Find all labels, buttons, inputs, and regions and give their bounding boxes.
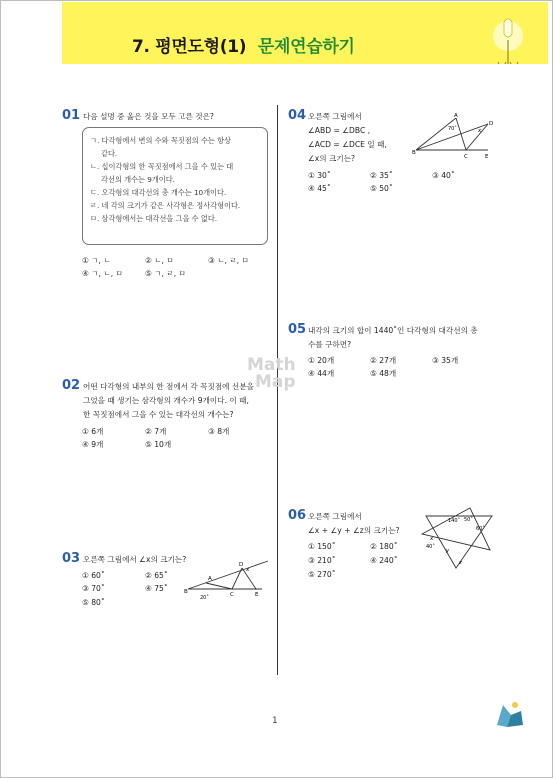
statement-line: ㄹ. 네 각의 크기가 같은 사각형은 정사각형이다. bbox=[90, 201, 241, 210]
question-text: 그었을 때 생기는 삼각형의 개수가 9개이다. 이 때, bbox=[83, 396, 249, 405]
figure-label: 70˚ bbox=[448, 126, 457, 132]
chapter-subtitle: 문제연습하기 bbox=[257, 37, 355, 57]
question-number: 04 bbox=[288, 108, 307, 123]
answer-option[interactable]: ③ 8개 bbox=[208, 427, 230, 436]
statement-line: ㄱ. 다각형에서 변의 수와 꼭짓점의 수는 항상 bbox=[90, 136, 231, 145]
answer-option[interactable]: ④ 45˚ bbox=[308, 184, 331, 193]
answer-option[interactable]: ⑤ 10개 bbox=[145, 440, 172, 449]
figure-label: A bbox=[208, 576, 212, 582]
figure-label: C bbox=[230, 592, 234, 598]
statement-line: 각선의 개수는 9개이다. bbox=[101, 175, 175, 184]
statement-line: ㄷ. 오각형의 대각선의 총 개수는 10개이다. bbox=[90, 188, 227, 197]
answer-option[interactable]: ② 27개 bbox=[370, 356, 397, 365]
chapter-title: 7. 평면도형(1) bbox=[132, 37, 247, 57]
figure-label: B bbox=[184, 589, 188, 595]
answer-option[interactable]: ③ ㄴ, ㄹ, ㅁ bbox=[208, 256, 249, 265]
answer-option[interactable]: ⑤ ㄱ, ㄹ, ㅁ bbox=[145, 269, 186, 278]
answer-option[interactable]: ② 35˚ bbox=[370, 171, 393, 180]
answer-option[interactable]: ⑤ 80˚ bbox=[82, 598, 105, 607]
figure-label: A bbox=[454, 113, 458, 119]
question-text: ∠x + ∠y + ∠z의 크기는? bbox=[308, 526, 400, 535]
statement-box bbox=[82, 127, 268, 245]
q04-figure bbox=[412, 112, 496, 162]
figure-label: 50˚ bbox=[464, 517, 473, 523]
question-number: 01 bbox=[62, 108, 81, 123]
answer-option[interactable]: ① 30˚ bbox=[308, 171, 331, 180]
watermark-line-2: Map bbox=[255, 372, 296, 392]
figure-label: 20˚ bbox=[200, 595, 209, 600]
answer-option[interactable]: ④ ㄱ, ㄴ, ㅁ bbox=[82, 269, 123, 278]
watermark bbox=[247, 357, 296, 391]
figure-label: D bbox=[489, 121, 494, 127]
mascot-logo-icon bbox=[493, 697, 527, 731]
answer-option[interactable]: ③ 40˚ bbox=[432, 171, 455, 180]
question-number: 06 bbox=[288, 508, 307, 523]
answer-option[interactable]: ① 60˚ bbox=[82, 571, 105, 580]
figure-label: x bbox=[478, 128, 482, 134]
question-number: 02 bbox=[62, 378, 81, 393]
answer-option[interactable]: ④ 44개 bbox=[308, 369, 335, 378]
figure-label: 40˚ bbox=[426, 544, 435, 550]
answer-option[interactable]: ② 65˚ bbox=[145, 571, 168, 580]
answer-option[interactable]: ⑤ 48개 bbox=[370, 369, 397, 378]
figure-label: y bbox=[446, 548, 450, 554]
statement-line: 같다. bbox=[101, 149, 118, 158]
question-text: 한 꼭짓점에서 그을 수 있는 대각선의 개수는? bbox=[83, 410, 234, 419]
figure-label: 140˚ bbox=[448, 518, 461, 524]
question-text: 수를 구하면? bbox=[308, 340, 352, 349]
question-text: 어떤 다각형의 내부의 한 점에서 각 꼭짓점에 선분을 bbox=[83, 382, 254, 391]
figure-label: E bbox=[255, 592, 259, 598]
figure-label: 60˚ bbox=[476, 526, 485, 532]
answer-option[interactable]: ⑤ 50˚ bbox=[370, 184, 393, 193]
figure-label: C bbox=[464, 154, 468, 160]
question-text: 오른쪽 그림에서 ∠x의 크기는? bbox=[83, 555, 187, 564]
question-number: 05 bbox=[288, 322, 307, 337]
figure-label: D bbox=[239, 562, 244, 568]
answer-option[interactable]: ② ㄴ, ㅁ bbox=[145, 256, 174, 265]
figure-label: x bbox=[430, 536, 434, 542]
figure-label: z bbox=[459, 560, 462, 566]
question-number: 03 bbox=[62, 551, 81, 566]
answer-option[interactable]: ④ 240˚ bbox=[370, 556, 398, 565]
question-text: 오른쪽 그림에서 bbox=[308, 112, 362, 121]
q06-figure bbox=[418, 506, 498, 572]
answer-option[interactable]: ⑤ 270˚ bbox=[308, 570, 336, 579]
answer-option[interactable]: ④ 75˚ bbox=[145, 584, 168, 593]
answer-option[interactable]: ① 150˚ bbox=[308, 542, 336, 551]
question-text: ∠ACD = ∠DCE 일 때, bbox=[308, 140, 387, 149]
answer-option[interactable]: ④ 9개 bbox=[82, 440, 104, 449]
question-text: ∠x의 크기는? bbox=[308, 154, 356, 163]
watermark-line-1: Math bbox=[247, 355, 296, 375]
answer-option[interactable]: ② 180˚ bbox=[370, 542, 398, 551]
answer-option[interactable]: ③ 210˚ bbox=[308, 556, 336, 565]
q03-figure bbox=[184, 558, 270, 600]
answer-option[interactable]: ① 6개 bbox=[82, 427, 104, 436]
question-text: ∠ABD = ∠DBC , bbox=[308, 126, 371, 135]
statement-line: ㅁ. 삼각형에서는 대각선을 그을 수 없다. bbox=[90, 214, 218, 223]
answer-option[interactable]: ① 20개 bbox=[308, 356, 335, 365]
question-text: 오른쪽 그림에서 bbox=[308, 512, 362, 521]
figure-label: E bbox=[485, 154, 489, 160]
answer-option[interactable]: ③ 35개 bbox=[432, 356, 459, 365]
answer-option[interactable]: ② 7개 bbox=[145, 427, 167, 436]
question-text: 다음 설명 중 옳은 것을 모두 고른 것은? bbox=[83, 112, 214, 121]
page-number: 1 bbox=[272, 716, 278, 726]
answer-option[interactable]: ① ㄱ, ㄴ bbox=[82, 256, 111, 265]
statement-line: ㄴ. 십이각형의 한 꼭짓점에서 그을 수 있는 대 bbox=[90, 162, 234, 171]
figure-label: x bbox=[246, 567, 250, 573]
figure-label: B bbox=[412, 150, 416, 156]
question-text: 내각의 크기의 합이 1440˚인 다각형의 대각선의 총 bbox=[308, 326, 478, 335]
answer-option[interactable]: ③ 70˚ bbox=[82, 584, 105, 593]
page-title bbox=[132, 32, 355, 57]
